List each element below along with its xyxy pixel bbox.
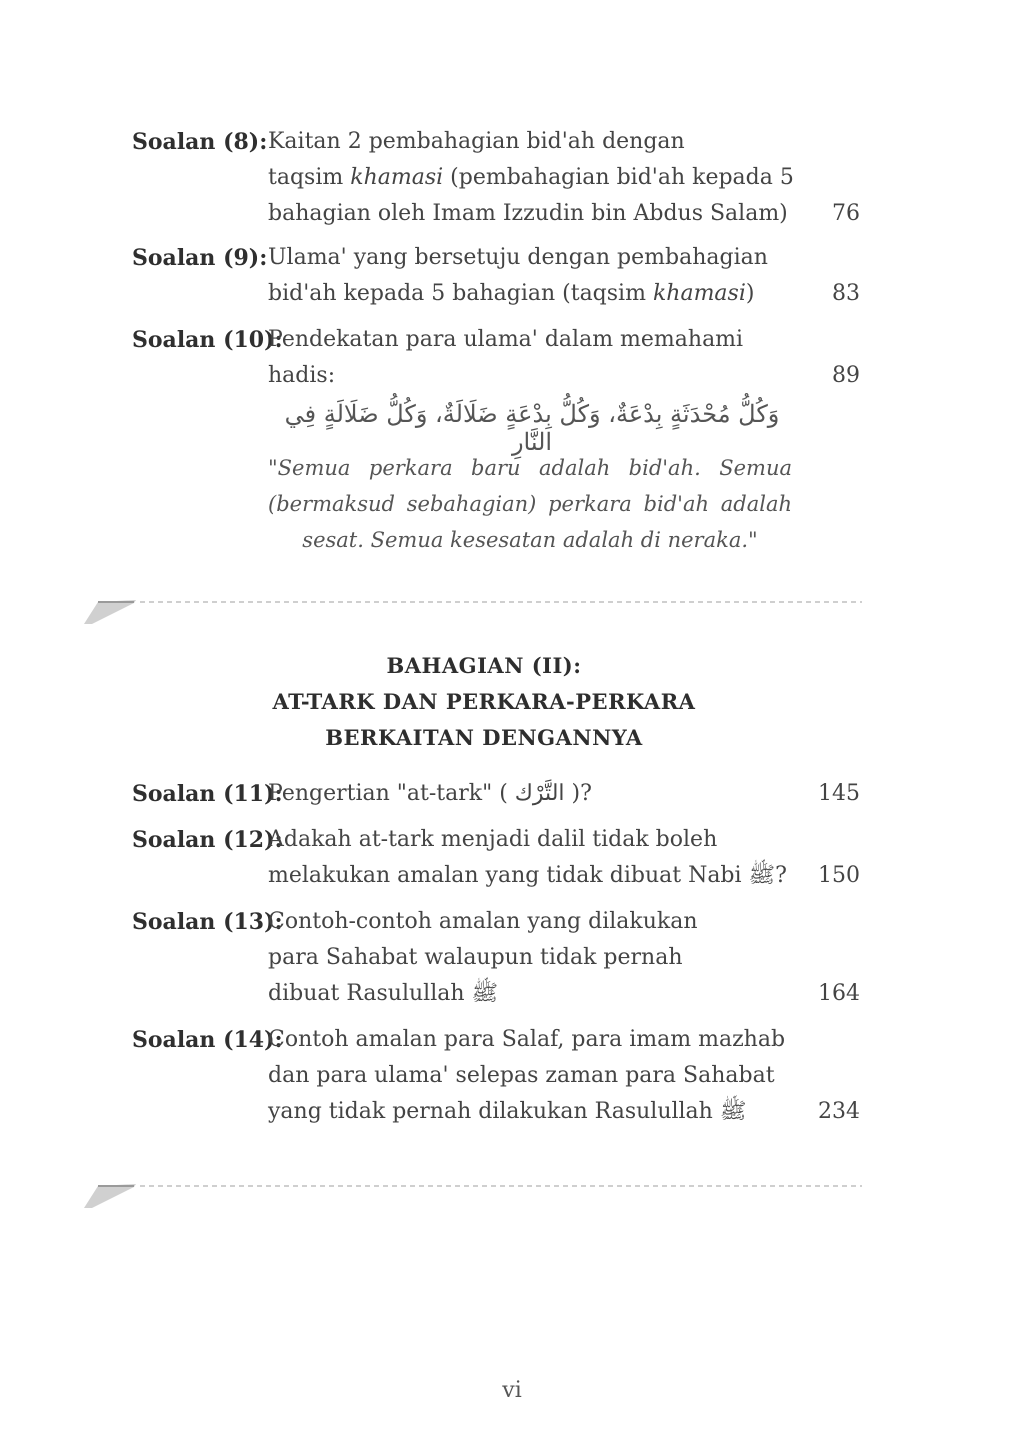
entry-label: Soalan (11): <box>132 781 283 807</box>
entry-page-number: 150 <box>818 863 860 888</box>
entry-text <box>268 904 808 1012</box>
entry-line: melakukan amalan yang tidak dibuat Nabi ﷺ? <box>268 863 787 888</box>
entry-label: Soalan (9): <box>132 245 268 271</box>
entry-page-number: 89 <box>832 363 860 388</box>
entry-label: Soalan (10): <box>132 327 283 353</box>
entry-text <box>268 1022 808 1130</box>
quote-line: "Semua perkara baru adalah bid'ah. Semua <box>268 456 792 480</box>
entry-text <box>268 822 808 894</box>
entry-text <box>268 240 808 312</box>
entry-line: Contoh-contoh amalan yang dilakukan <box>268 909 698 934</box>
section-divider <box>80 1178 862 1208</box>
section-divider <box>80 594 862 624</box>
entry-page-number: 164 <box>818 981 860 1006</box>
entry-label: Soalan (8): <box>132 129 268 155</box>
hadith-translation <box>268 450 792 558</box>
entry-line: para Sahabat walaupun tidak pernah <box>268 945 683 970</box>
entry-text <box>268 322 808 394</box>
section-heading <box>200 648 768 756</box>
entry-page-number: 145 <box>818 781 860 806</box>
entry-label: Soalan (13): <box>132 909 283 935</box>
entry-page-number: 234 <box>818 1099 860 1124</box>
entry-line: yang tidak pernah dilakukan Rasulullah ﷺ <box>268 1099 747 1124</box>
entry-label: Soalan (14): <box>132 1027 283 1053</box>
entry-line: Contoh amalan para Salaf, para imam mazhab <box>268 1027 786 1052</box>
entry-line: bahagian oleh Imam Izzudin bin Abdus Salam) <box>268 201 788 226</box>
entry-label: Soalan (12): <box>132 827 283 853</box>
quote-line: (bermaksud sebahagian) perkara bid'ah adalah <box>268 492 792 516</box>
heading-line: AT-TARK DAN PERKARA-PERKARA <box>272 689 696 714</box>
entry-page-number: 83 <box>832 281 860 306</box>
entry-line: dan para ulama' selepas zaman para Sahabat <box>268 1063 775 1088</box>
entry-line: hadis: <box>268 363 336 388</box>
page-number: vi <box>502 1378 522 1403</box>
entry-line: taqsim khamasi (pembahagian bid'ah kepada 5 <box>268 165 794 190</box>
heading-line: BERKAITAN DENGANNYA <box>325 725 643 750</box>
italic-term: khamasi <box>652 281 746 306</box>
quote-line: sesat. Semua kesesatan adalah di neraka." <box>302 528 758 552</box>
entry-line: Ulama' yang bersetuju dengan pembahagian <box>268 245 768 270</box>
entry-text <box>268 776 808 812</box>
entry-line: bid'ah kepada 5 bahagian (taqsim khamasi) <box>268 281 755 306</box>
entry-line: dibuat Rasulullah ﷺ <box>268 981 499 1006</box>
entry-text <box>268 124 808 232</box>
entry-line: Adakah at-tark menjadi dalil tidak boleh <box>268 827 718 852</box>
hadith-arabic-text: وَكُلُّ مُحْدَثَةٍ بِدْعَةٌ، وَكُلُّ بِدْعَةٍ ضَلَالَةٌ، وَكُلُّ ضَلَالَةٍ فِي النَّارِ <box>284 400 780 456</box>
entry-line: Pengertian "at-tark" ( التَّرْك )? <box>268 781 592 806</box>
italic-term: khamasi <box>350 165 444 190</box>
heading-line: BAHAGIAN (II): <box>386 653 582 678</box>
entry-page-number: 76 <box>832 201 860 226</box>
entry-line: Pendekatan para ulama' dalam memahami <box>268 327 744 352</box>
entry-line: Kaitan 2 pembahagian bid'ah dengan <box>268 129 685 154</box>
